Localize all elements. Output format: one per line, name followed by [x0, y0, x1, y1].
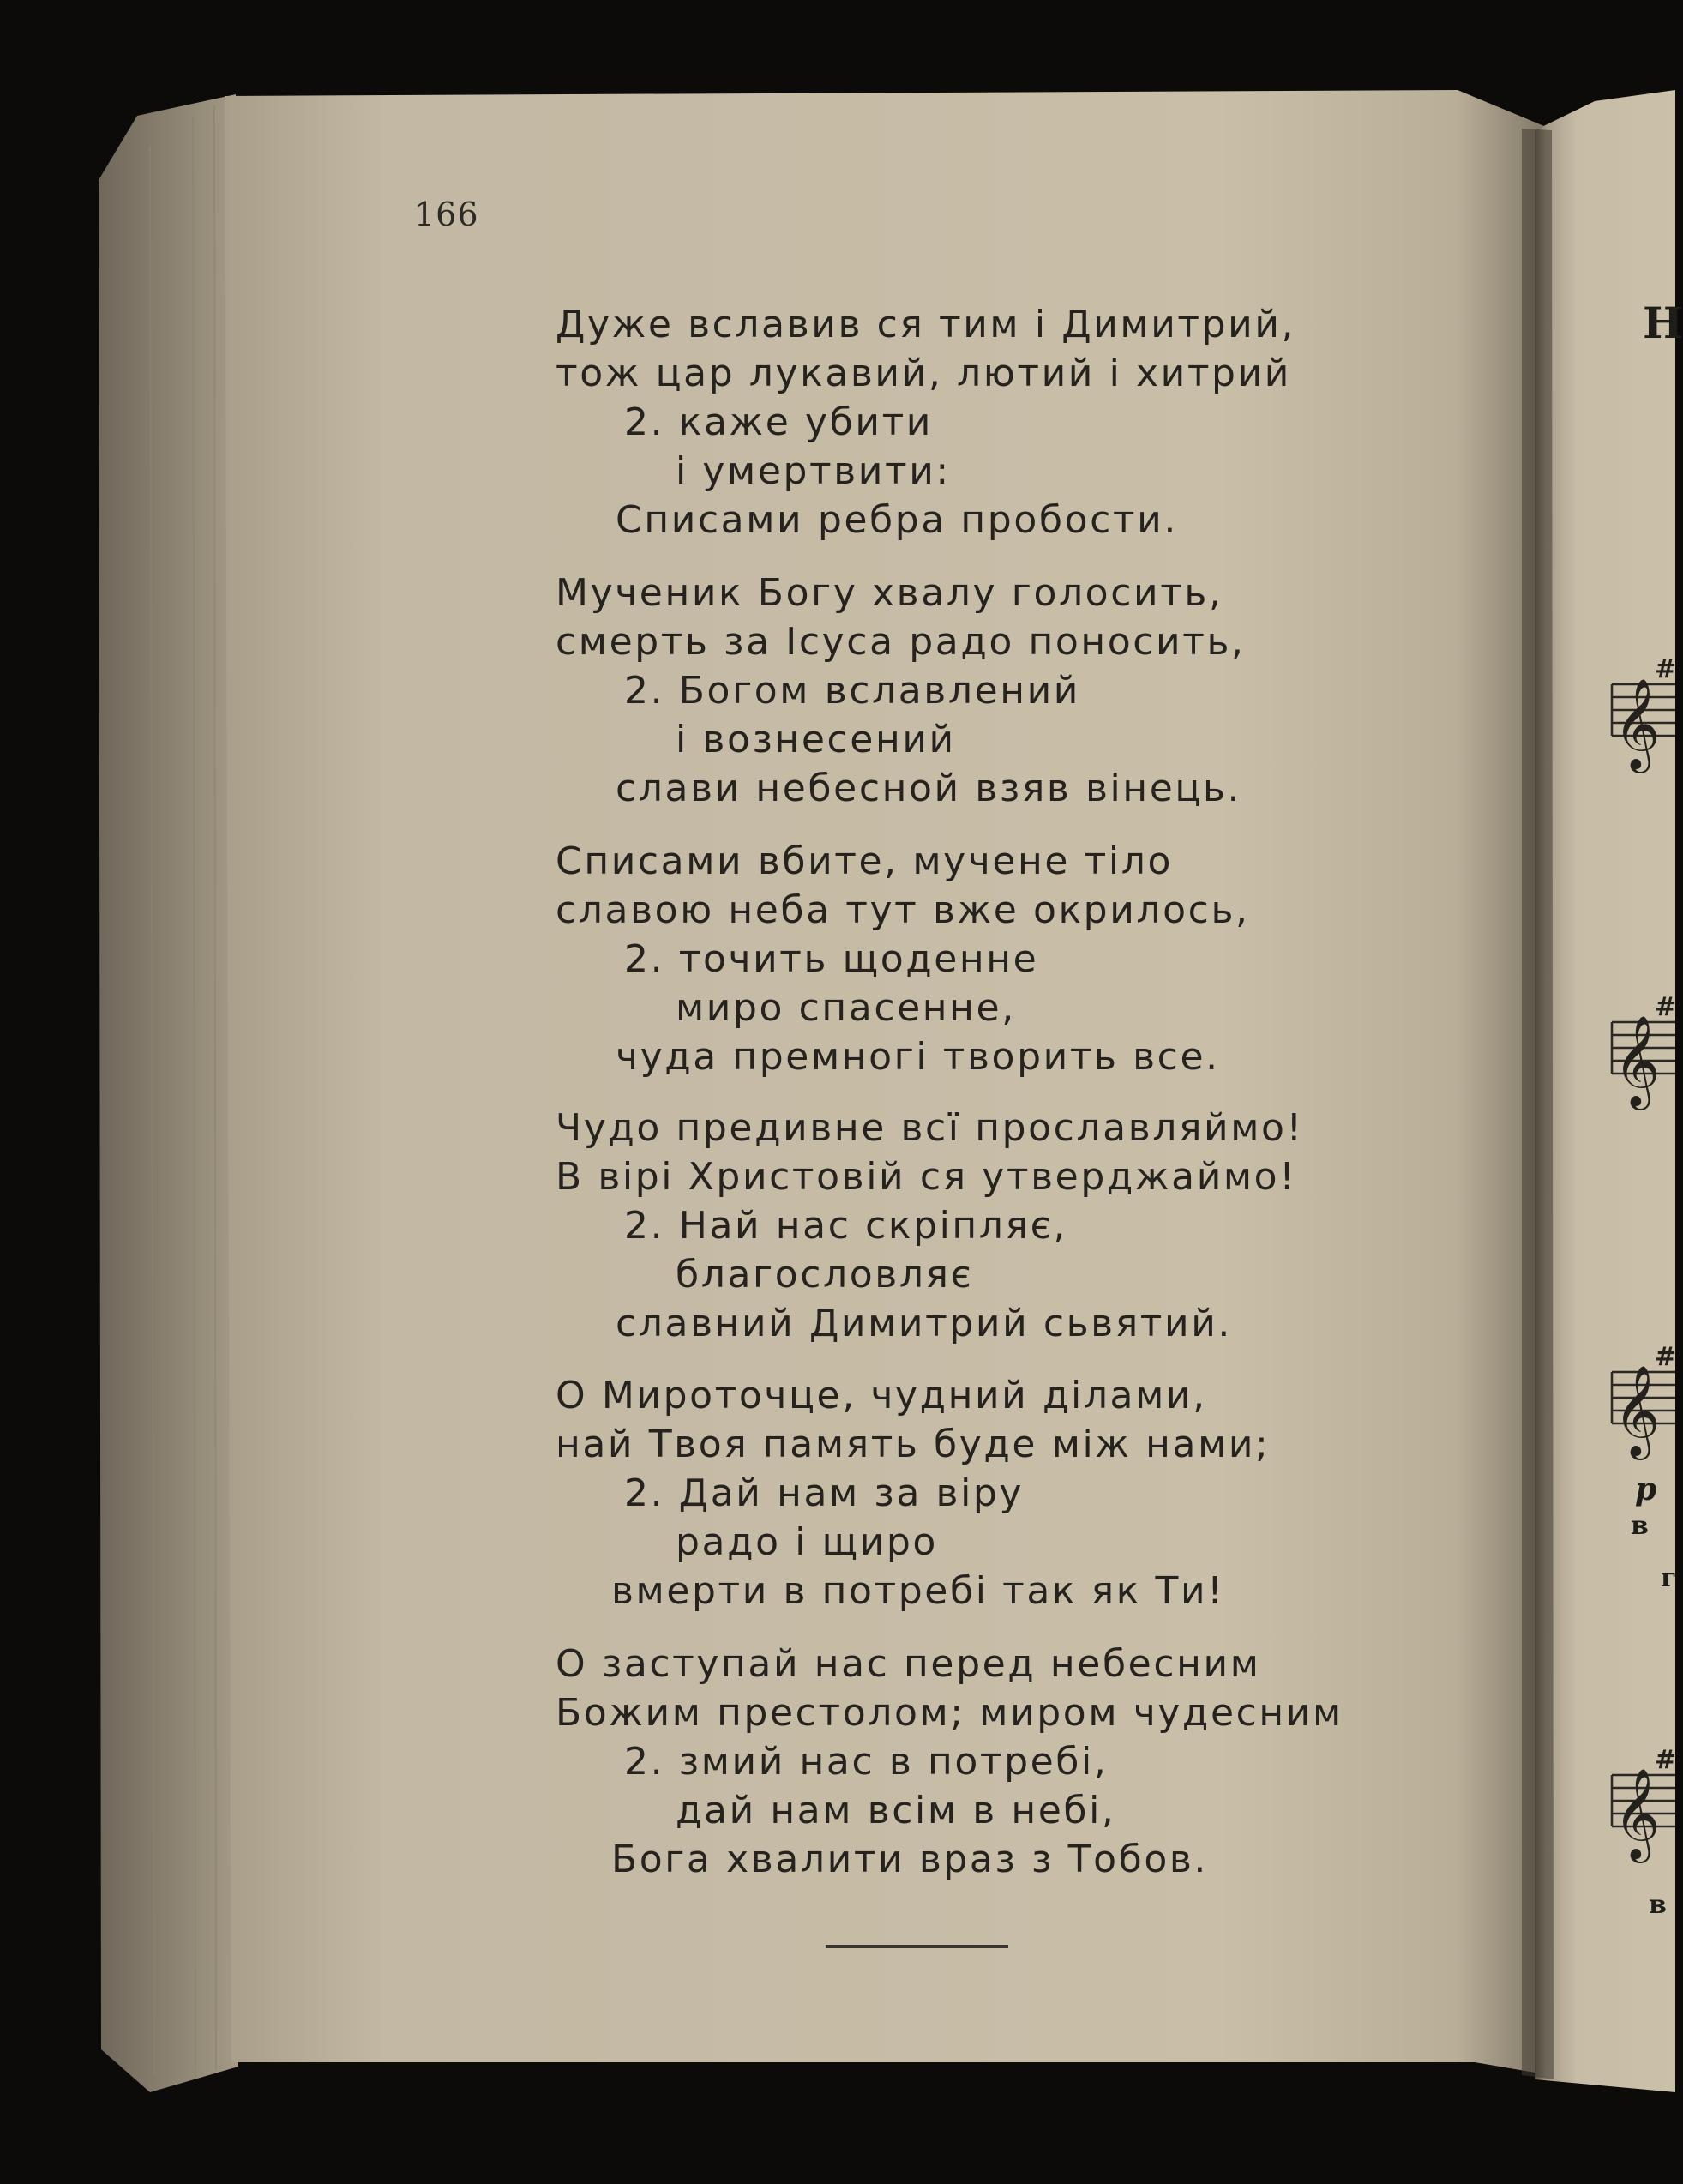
verse-line: 2. точить щоденне	[624, 937, 1039, 981]
svg-text:𝄞: 𝄞	[1614, 1767, 1661, 1859]
dynamic-marking-piano: p	[1635, 1471, 1657, 1507]
verse-line: миро спасенне,	[676, 986, 1016, 1030]
section-divider-rule	[826, 1945, 1008, 1948]
right-page-heading-fragment: Н	[1643, 298, 1683, 348]
verse-line: і умертвити:	[676, 449, 951, 493]
verse-line: дай нам всім в небі,	[676, 1789, 1116, 1832]
verse-line: 2. каже убити	[624, 400, 933, 444]
verse-line: Бога хвалити враз з Тобов.	[611, 1838, 1208, 1881]
verse-line: вмерти в потребі так як Ти!	[611, 1569, 1225, 1613]
verse-line: О Мироточце, чудний ділами,	[556, 1374, 1207, 1417]
svg-text:𝄞: 𝄞	[1614, 1364, 1661, 1456]
verse-line: чуда премногі творить все.	[616, 1035, 1220, 1079]
verse-line: славний Димитрий сьвятий.	[616, 1302, 1232, 1345]
svg-text:#: #	[1655, 1745, 1677, 1775]
svg-text:#: #	[1655, 992, 1677, 1022]
svg-text:𝄞: 𝄞	[1614, 677, 1661, 769]
verse-line: смерть за Ісуса радо поносить,	[556, 620, 1246, 664]
verse-line: і вознесений	[676, 718, 956, 761]
verse-line: В вірі Христовій ся утверджаймо!	[556, 1155, 1297, 1199]
svg-text:#: #	[1655, 654, 1677, 684]
verse-line: 2. Най нас скріпляє,	[624, 1204, 1067, 1248]
verse-line: Чудо предивне всї прославляймо!	[556, 1106, 1304, 1150]
verse-line: 2. Богом вславлений	[624, 669, 1080, 713]
lyric-fragment: в	[1649, 1890, 1667, 1920]
verse-line: Списами вбите, мучене тіло	[556, 839, 1173, 883]
verse-line: радо і щиро	[676, 1520, 938, 1564]
page-number: 166	[414, 196, 479, 233]
lyric-fragment: г	[1661, 1563, 1677, 1593]
verse-line: 2. Дай нам за віру	[624, 1471, 1025, 1515]
verse-line: най Твоя память буде між нами;	[556, 1423, 1271, 1466]
verse-line: благословляє	[676, 1253, 974, 1297]
verse-line: О заступай нас перед небесним	[556, 1642, 1261, 1686]
verse-line: тож цар лукавий, лютий і хитрий	[556, 352, 1291, 395]
lyric-fragment: в	[1631, 1511, 1649, 1541]
verse-line: Божим престолом; миром чудесним	[556, 1691, 1343, 1735]
page-edges	[99, 94, 238, 2092]
svg-text:𝄞: 𝄞	[1614, 1014, 1661, 1106]
verse-line: славою неба тут вже окрилось,	[556, 888, 1250, 932]
verse-line: 2. змий нас в потребі,	[624, 1740, 1109, 1784]
verse-line: слави небесной взяв вінець.	[616, 767, 1242, 810]
verse-line: Мученик Богу хвалу голосить,	[556, 571, 1223, 615]
gutter-shadow	[1522, 129, 1554, 2079]
verse-line: Дуже вславив ся тим і Димитрий,	[556, 303, 1296, 346]
svg-text:#: #	[1655, 1342, 1677, 1372]
verse-line: Списами ребра пробости.	[616, 498, 1178, 542]
